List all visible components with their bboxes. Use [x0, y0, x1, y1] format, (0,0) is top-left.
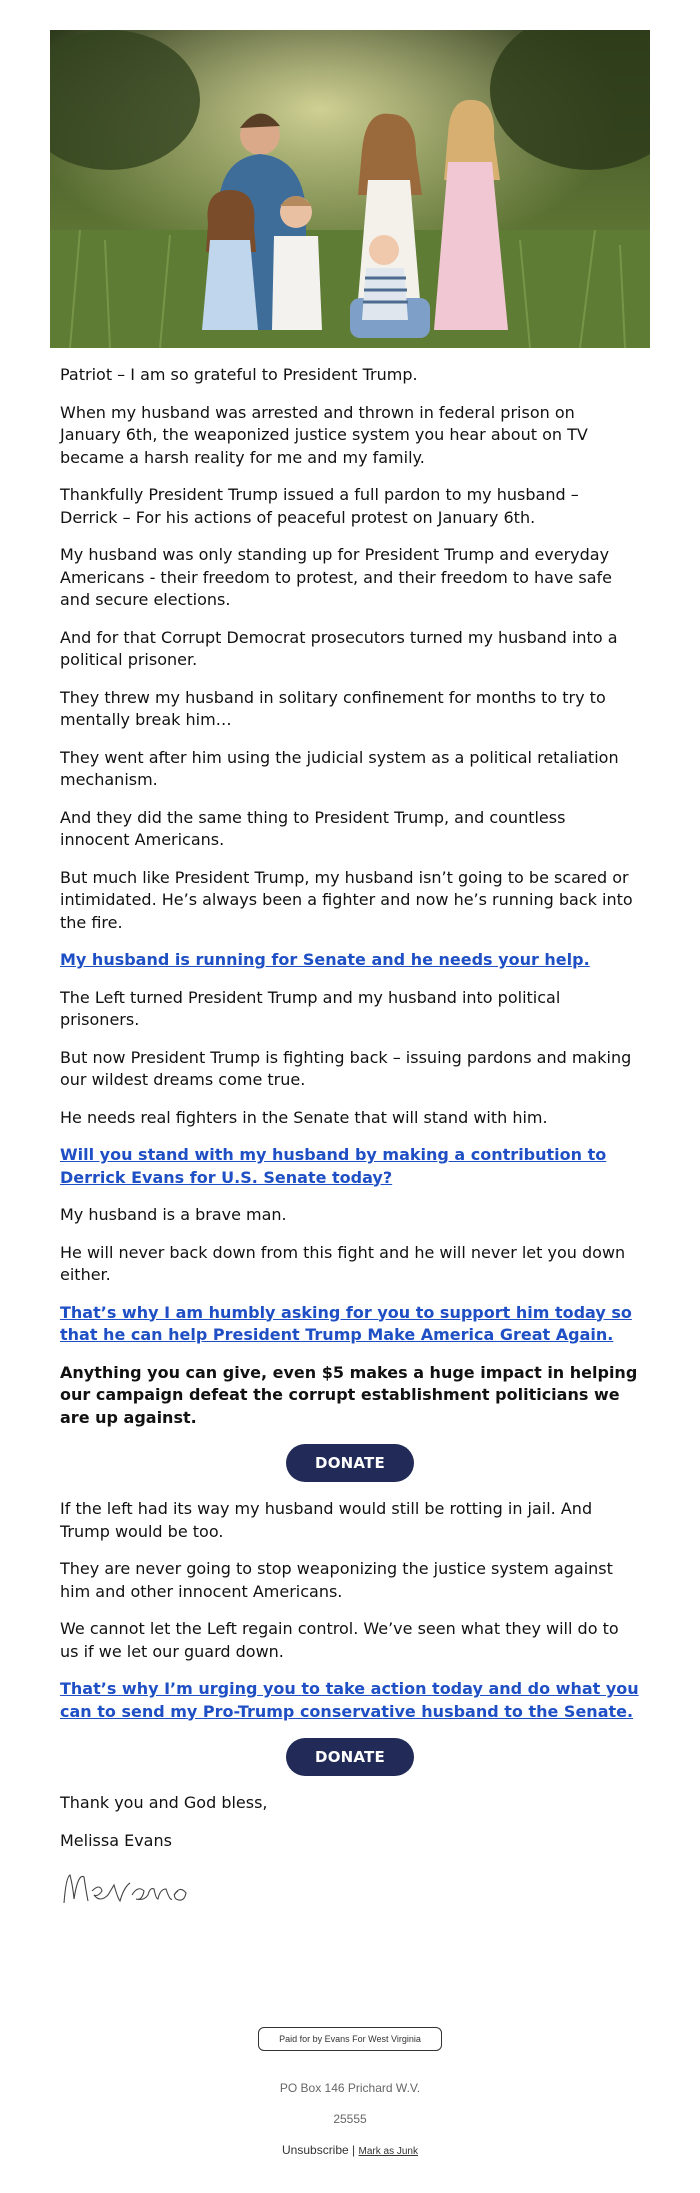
- paragraph: Patriot – I am so grateful to President Trump.: [60, 365, 418, 384]
- letter-content: [50, 348, 650, 1909]
- unsubscribe-row: [50, 2143, 650, 2157]
- signer-name: Melissa Evans: [60, 1830, 172, 1850]
- senate-help-link[interactable]: My husband is running for Senate and he needs your help.: [60, 950, 590, 969]
- take-action-link[interactable]: That’s why I’m urging you to take action today and do what you can to send my Pro-Trump conservative husband to the Senate.: [60, 1679, 639, 1721]
- paragraph: They threw my husband in solitary confinement for months to try to mentally break him…: [60, 687, 606, 729]
- paragraph: If the left had its way my husband would still be rotting in jail. And Trump would be too.: [60, 1499, 593, 1541]
- unsubscribe-link[interactable]: Unsubscribe: [282, 2143, 349, 2157]
- paragraph: Thankfully President Trump issued a full pardon to my husband – Derrick – For his actions of peaceful protest on January 6th.: [60, 485, 579, 527]
- bold-appeal: Anything you can give, even $5 makes a huge impact in helping our campaign defeat the corrupt establishment politicians we are up against.: [60, 1362, 638, 1427]
- paragraph: My husband is a brave man.: [60, 1205, 287, 1224]
- paragraph: He needs real fighters in the Senate that will stand with him.: [60, 1107, 548, 1127]
- paragraph: When my husband was arrested and thrown in federal prison on January 6th, the weaponized justice system you hear about on TV became a harsh reality for me and my family.: [60, 402, 588, 467]
- footer: [50, 1909, 650, 2157]
- support-him-link[interactable]: That’s why I am humbly asking for you to support him today so that he can help President Trump Make America Great Again.: [60, 1302, 632, 1344]
- contribution-link[interactable]: Will you stand with my husband by making a contribution to Derrick Evans for U.S. Senate today?: [60, 1145, 607, 1187]
- hero-photo: [50, 30, 650, 348]
- paragraph: They are never going to stop weaponizing the justice system against him and other innocent Americans.: [60, 1559, 613, 1601]
- paragraph: And they did the same thing to President Trump, and countless innocent Americans.: [60, 807, 566, 849]
- separator: |: [352, 2143, 356, 2157]
- paragraph: The Left turned President Trump and my husband into political prisoners.: [60, 987, 561, 1029]
- donate-button-2[interactable]: DONATE: [286, 1738, 414, 1776]
- mailing-address: PO Box 146 Prichard W.V.: [279, 2081, 421, 2095]
- zip-code: 25555: [333, 2112, 367, 2126]
- paragraph: My husband was only standing up for President Trump and everyday Americans - their freedom to protest, and their freedom to have safe and secure elections.: [60, 545, 612, 609]
- email-body: [50, 30, 650, 2157]
- paragraph: He will never back down from this fight and he will never let you down either.: [60, 1242, 626, 1284]
- mark-junk-link[interactable]: Mark as Junk: [358, 2146, 418, 2157]
- signature-image: [60, 1865, 190, 1909]
- paragraph: They went after him using the judicial system as a political retaliation mechanism.: [60, 747, 619, 789]
- paid-for-disclaimer: Paid for by Evans For West Virginia: [258, 2027, 442, 2051]
- paragraph: We cannot let the Left regain control. We’ve seen what they will do to us if we let our guard down.: [60, 1619, 619, 1661]
- paragraph: But now President Trump is fighting back – issuing pardons and making our wildest dreams come true.: [60, 1047, 632, 1089]
- sign-off: Thank you and God bless,: [60, 1793, 268, 1812]
- paragraph: And for that Corrupt Democrat prosecutors turned my husband into a political prisoner.: [60, 627, 618, 669]
- paragraph: But much like President Trump, my husband isn’t going to be scared or intimidated. He’s always been a fighter and now he’s running back into the fire.: [60, 867, 633, 932]
- donate-button[interactable]: DONATE: [286, 1444, 414, 1482]
